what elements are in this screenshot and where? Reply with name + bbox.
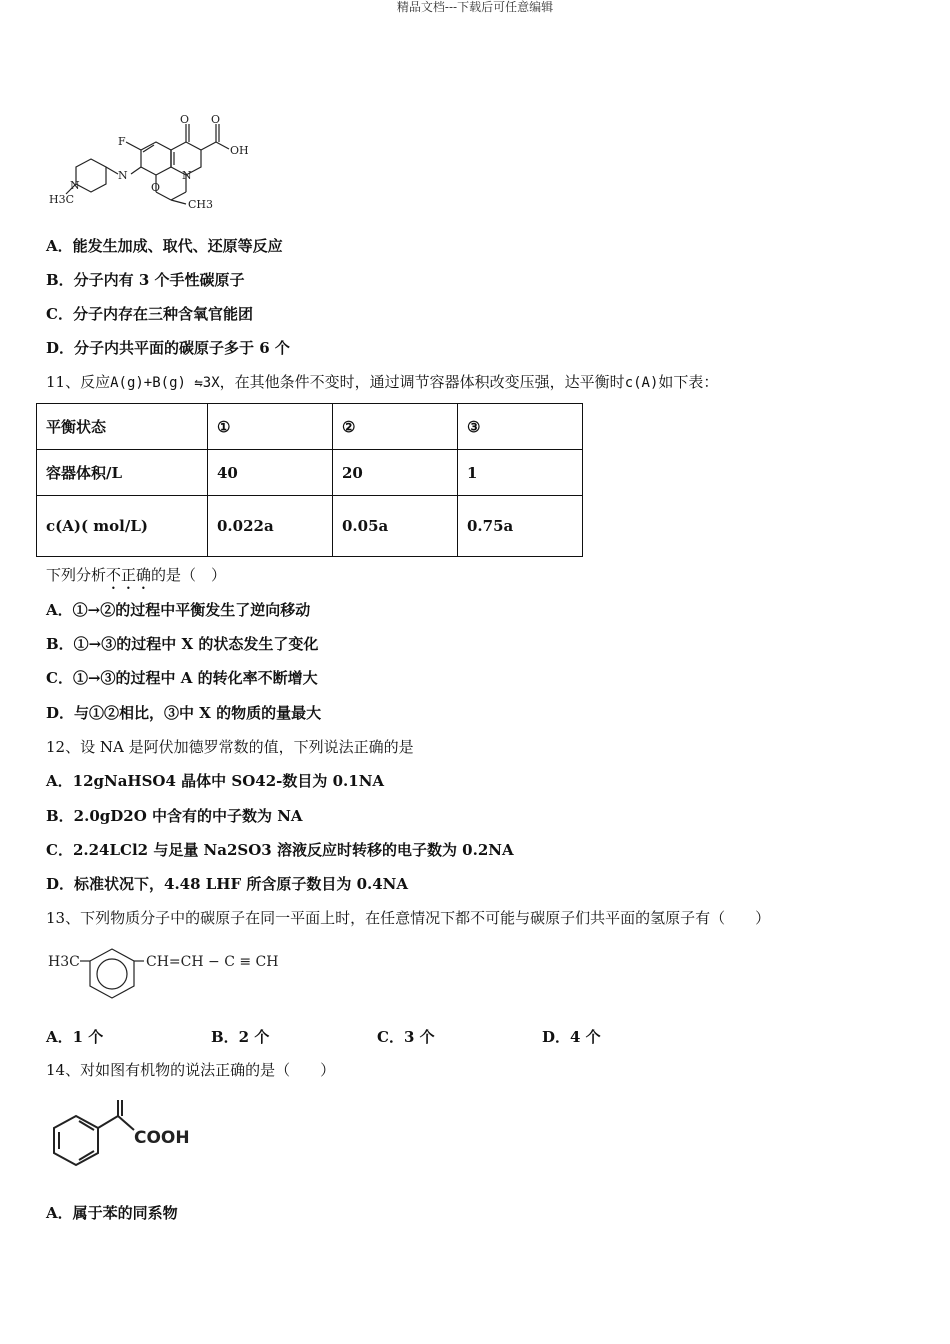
- q11-prompt-emphasis: 不正确: [106, 566, 152, 584]
- keto-o-label: O: [180, 113, 190, 126]
- q12-stem: 12、设 NA 是阿伏加德罗常数的值，下列说法正确的是: [46, 738, 414, 756]
- acid-o-label: O: [211, 113, 221, 126]
- q11-option-a: A．①→②的过程中平衡发生了逆向移动: [46, 601, 311, 619]
- q11-option-b: B．①→③的过程中 X 的状态发生了变化: [46, 635, 319, 653]
- q12-option-a: A．12gNaHSO4 晶体中 SO42-数目为 0.1NA: [46, 772, 385, 790]
- q14-option-a: A．属于苯的同系物: [46, 1204, 178, 1222]
- table-cell: 40: [208, 450, 333, 496]
- q11-stem: [46, 372, 718, 393]
- q11-stem-a: 11、反应: [46, 373, 111, 391]
- piperazine-n2-label: N: [70, 179, 80, 192]
- q13-option-b: B．2 个: [211, 1028, 270, 1046]
- q13-option-a: A．1 个: [46, 1028, 104, 1046]
- table-cell: ②: [333, 404, 458, 450]
- q12-option-d: D．标准状况下，4.48 LHF 所含原子数目为 0.4NA: [46, 875, 409, 893]
- q13-option-c: C．3 个: [377, 1028, 435, 1046]
- page-header: 精品文档---下载后可任意编辑: [396, 0, 554, 14]
- q14-stem: 14、对如图有机物的说法正确的是（ ）: [46, 1061, 336, 1079]
- q11-ca: c(A): [624, 375, 659, 391]
- table-cell: c(A)( mol/L): [37, 496, 208, 557]
- hydroxyl-label: OH: [230, 144, 249, 157]
- methyl-left-label: H3C: [49, 193, 75, 206]
- q10-option-d: D．分子内共平面的碳原子多于 6 个: [46, 339, 290, 357]
- q11-stem-d: 如下表：: [658, 373, 719, 391]
- q12-option-b: B．2.0gD2O 中含有的中子数为 NA: [46, 807, 303, 825]
- q14-structure-diagram: [46, 1098, 216, 1180]
- q11-option-d: D．与①②相比，③中 X 的物质的量最大: [46, 704, 322, 722]
- vinyl-ethynyl-label: CH=CH − C ≡ CH: [146, 954, 279, 970]
- fluoro-label: F: [118, 135, 126, 148]
- ring-n-label: N: [182, 169, 192, 182]
- q13-option-d: D．4 个: [542, 1028, 601, 1046]
- table-cell: 0.75a: [458, 496, 583, 557]
- q11-stem-b: ，在其他条件不变时，通过调节容器体积改变压强，达平衡时: [219, 373, 625, 391]
- table-cell: 容器体积/L: [37, 450, 208, 496]
- q11-equation: A(g)+B(g) ⇋3X: [110, 375, 220, 391]
- carboxyl-label: COOH: [134, 1128, 190, 1148]
- q11-table: [36, 403, 583, 557]
- q11-prompt: [46, 565, 226, 593]
- table-row: [37, 450, 583, 496]
- q11-prompt-b: 的是（ ）: [151, 566, 227, 584]
- q11-option-c: C．①→③的过程中 A 的转化率不断增大: [46, 669, 318, 687]
- q10-option-a: A．能发生加成、取代、还原等反应: [46, 237, 283, 255]
- table-cell: ③: [458, 404, 583, 450]
- q12-option-c: C．2.24LCl2 与足量 Na2SO3 溶液反应时转移的电子数为 0.2NA: [46, 841, 514, 859]
- methyl-label: H3C: [48, 954, 80, 970]
- table-cell: 1: [458, 450, 583, 496]
- q13-structure-diagram: [46, 944, 306, 1004]
- table-cell: 0.05a: [333, 496, 458, 557]
- table-cell: 20: [333, 450, 458, 496]
- q13-stem: 13、下列物质分子中的碳原子在同一平面上时，在任意情况下都不可能与碳原子们共平面的氢原子有（ ）: [46, 909, 771, 927]
- table-cell: 平衡状态: [37, 404, 208, 450]
- ring-o-label: O: [151, 181, 161, 194]
- table-cell: ①: [208, 404, 333, 450]
- methyl-right-label: CH3: [188, 198, 214, 211]
- quinolone-structure-diagram: [46, 112, 249, 212]
- q10-option-c: C．分子内存在三种含氧官能团: [46, 305, 253, 323]
- q10-option-b: B．分子内有 3 个手性碳原子: [46, 271, 245, 289]
- table-row: [37, 496, 583, 557]
- table-cell: 0.022a: [208, 496, 333, 557]
- q11-prompt-a: 下列分析: [46, 566, 107, 584]
- table-row: [37, 404, 583, 450]
- piperazine-n1-label: N: [118, 169, 128, 182]
